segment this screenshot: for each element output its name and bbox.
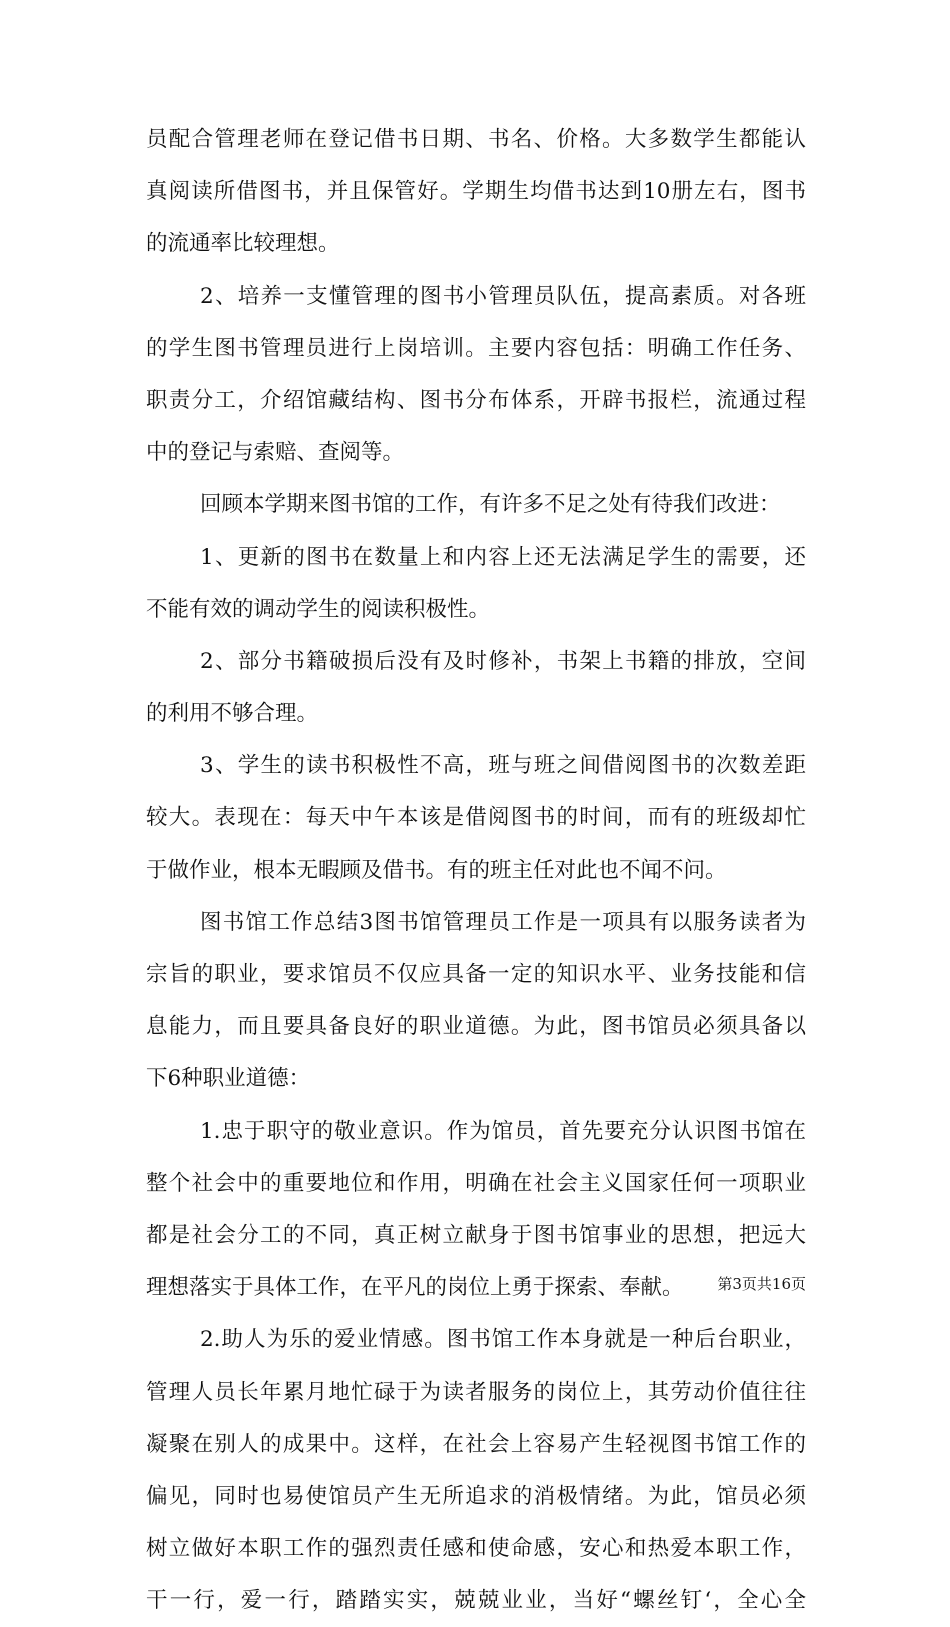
text-line: 于做作业，根本无暇顾及借书。有的班主任对此也不闻不问。 bbox=[146, 857, 727, 883]
text-line: 偏见，同时也易使馆员产生无所追求的消极情绪。为此，馆员必须 bbox=[146, 1483, 806, 1509]
text-line: 不能有效的调动学生的阅读积极性。 bbox=[146, 596, 491, 622]
paragraph-first-line: 3、学生的读书积极性不高，班与班之间借阅图书的次数差距 bbox=[200, 753, 806, 779]
text-line: 凝聚在别人的成果中。这样，在社会上容易产生轻视图书馆工作的 bbox=[146, 1431, 806, 1457]
paragraph-first-line: 1.忠于职守的敬业意识。作为馆员，首先要充分认识图书馆在 bbox=[200, 1118, 806, 1144]
text-line: 树立做好本职工作的强烈责任感和使命感，安心和热爱本职工作， bbox=[146, 1536, 806, 1562]
paragraph-first-line: 2、部分书籍破损后没有及时修补，书架上书籍的排放，空间 bbox=[200, 648, 806, 674]
text-line: 真阅读所借图书，并且保管好。学期生均借书达到10册左右，图书 bbox=[146, 179, 806, 205]
paragraph-first-line: 1、更新的图书在数量上和内容上还无法满足学生的需要，还 bbox=[200, 544, 806, 570]
text-line: 都是社会分工的不同，真正树立献身于图书馆事业的思想，把远大 bbox=[146, 1222, 806, 1248]
text-line: 的流通率比较理想。 bbox=[146, 231, 340, 257]
text-line: 员配合管理老师在登记借书日期、书名、价格。大多数学生都能认 bbox=[146, 127, 806, 152]
page-number-footer: 第3页共16页 bbox=[717, 1275, 806, 1293]
text-line: 整个社会中的重要地位和作用，明确在社会主义国家任何一项职业 bbox=[146, 1170, 806, 1196]
text-line: 的学生图书管理员进行上岗培训。主要内容包括：明确工作任务、 bbox=[146, 335, 806, 361]
text-line: 理想落实于具体工作，在平凡的岗位上勇于探索、奉献。 bbox=[146, 1275, 684, 1301]
text-line: 职责分工，介绍馆藏结构、图书分布体系，开辟书报栏，流通过程 bbox=[146, 387, 806, 413]
paragraph-first-line: 2.助人为乐的爱业情感。图书馆工作本身就是一种后台职业， bbox=[200, 1327, 806, 1353]
text-line: 干一行，爱一行，踏踏实实，兢兢业业，当好“螺丝钉‘，全心全 bbox=[146, 1588, 806, 1614]
text-line: 中的登记与索赔、查阅等。 bbox=[146, 440, 405, 466]
text-line: 下6种职业道德： bbox=[146, 1066, 311, 1092]
paragraph-first-line: 图书馆工作总结3图书馆管理员工作是一项具有以服务读者为 bbox=[200, 909, 806, 935]
paragraph-first-line: 2、培养一支懂管理的图书小管理员队伍，提高素质。对各班 bbox=[200, 283, 806, 309]
text-line: 宗旨的职业，要求馆员不仅应具备一定的知识水平、业务技能和信 bbox=[146, 962, 806, 987]
body-text bbox=[146, 114, 806, 1627]
text-line: 息能力，而且要具备良好的职业道德。为此，图书馆员必须具备以 bbox=[146, 1014, 806, 1040]
text-line: 管理人员长年累月地忙碌于为读者服务的岗位上，其劳动价值往往 bbox=[146, 1379, 806, 1405]
paragraph-first-line: 回顾本学期来图书馆的工作，有许多不足之处有待我们改进： bbox=[200, 492, 781, 518]
text-line: 的利用不够合理。 bbox=[146, 701, 319, 727]
text-line: 较大。表现在：每天中午本该是借阅图书的时间，而有的班级却忙 bbox=[146, 805, 806, 831]
